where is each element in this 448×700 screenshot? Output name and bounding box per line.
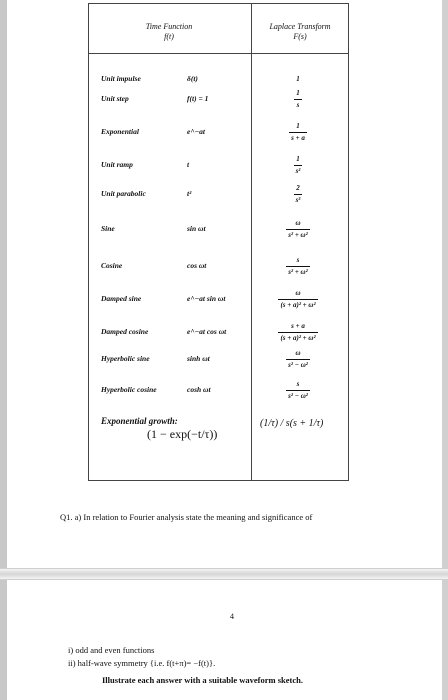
row-name: Unit impulse — [101, 74, 141, 83]
laplace-table — [88, 3, 349, 481]
row-name: Unit ramp — [101, 160, 133, 169]
header-time-function: Time Function f(t) — [145, 22, 193, 41]
row-laplace: $\frac{1}{s + a}$ — [291, 122, 305, 142]
row-laplace: $\frac{\omega}{\text{s² + ω²}}$ — [288, 219, 308, 239]
question-item-ii: ii) half-wave symmetry {i.e. f(t+π)= −f(t)}. — [68, 658, 216, 668]
exp-growth-function: (1 − exp(−t/τ)) — [147, 427, 218, 441]
row-laplace: $\frac{2}{\text{s³}}$ — [295, 184, 301, 204]
row-name: Hyperbolic sine — [101, 354, 150, 363]
row-function: sin ωt — [187, 224, 206, 233]
row-function: t — [187, 160, 190, 169]
page-separator — [0, 568, 448, 580]
row-name: Damped cosine — [101, 327, 149, 336]
row-name: Damped sine — [101, 294, 142, 303]
table-divider — [251, 4, 252, 480]
header-laplace: Laplace Transform F(s) — [269, 22, 331, 41]
row-name: Sine — [101, 224, 115, 233]
row-laplace: $\frac{1}{\text{s²}}$ — [295, 155, 301, 175]
question-q1: Q1. a) In relation to Fourier analysis state the meaning and significance of — [60, 512, 313, 522]
exp-growth-label: Exponential growth: — [101, 416, 178, 426]
row-function: f(t) = 1 — [187, 94, 209, 103]
row-laplace: $\frac{s}{\text{s² − ω²}}$ — [288, 380, 308, 400]
row-function: δ(t) — [187, 74, 198, 83]
row-laplace: $\frac{s + a}{\text{(s + a)² + ω²}}$ — [280, 322, 316, 342]
page-number: 4 — [230, 612, 234, 621]
row-function: e^−at cos ωt — [187, 327, 227, 336]
exp-growth-laplace: (1/τ) / s(s + 1/τ) — [260, 418, 324, 429]
question-instruction: Illustrate each answer with a suitable waveform sketch. — [102, 675, 303, 685]
question-item-i: i) odd and even functions — [68, 645, 155, 655]
row-function: e^−at sin ωt — [187, 294, 226, 303]
row-name: Unit step — [101, 94, 129, 103]
row-laplace: $\frac{\omega}{\text{(s + a)² + ω²}}$ — [280, 289, 316, 309]
row-function: cosh ωt — [187, 385, 211, 394]
row-name: Unit parabolic — [101, 189, 146, 198]
row-function: cos ωt — [187, 261, 207, 270]
row-laplace: $\frac{s}{\text{s² + ω²}}$ — [288, 256, 308, 276]
table-header-rule — [89, 53, 348, 54]
row-laplace: $\frac{\omega}{\text{s² − ω²}}$ — [288, 349, 308, 369]
row-name: Exponential — [101, 127, 139, 136]
row-function: sinh ωt — [187, 354, 210, 363]
left-margin — [0, 0, 7, 700]
row-function: e^−at — [187, 127, 205, 136]
row-laplace: 1 — [296, 75, 300, 83]
row-name: Hyperbolic cosine — [101, 385, 157, 394]
right-scrollbar[interactable] — [442, 0, 448, 700]
row-name: Cosine — [101, 261, 123, 270]
row-laplace: $\frac{1}{s}$ — [296, 89, 300, 109]
row-function: t² — [187, 189, 192, 198]
